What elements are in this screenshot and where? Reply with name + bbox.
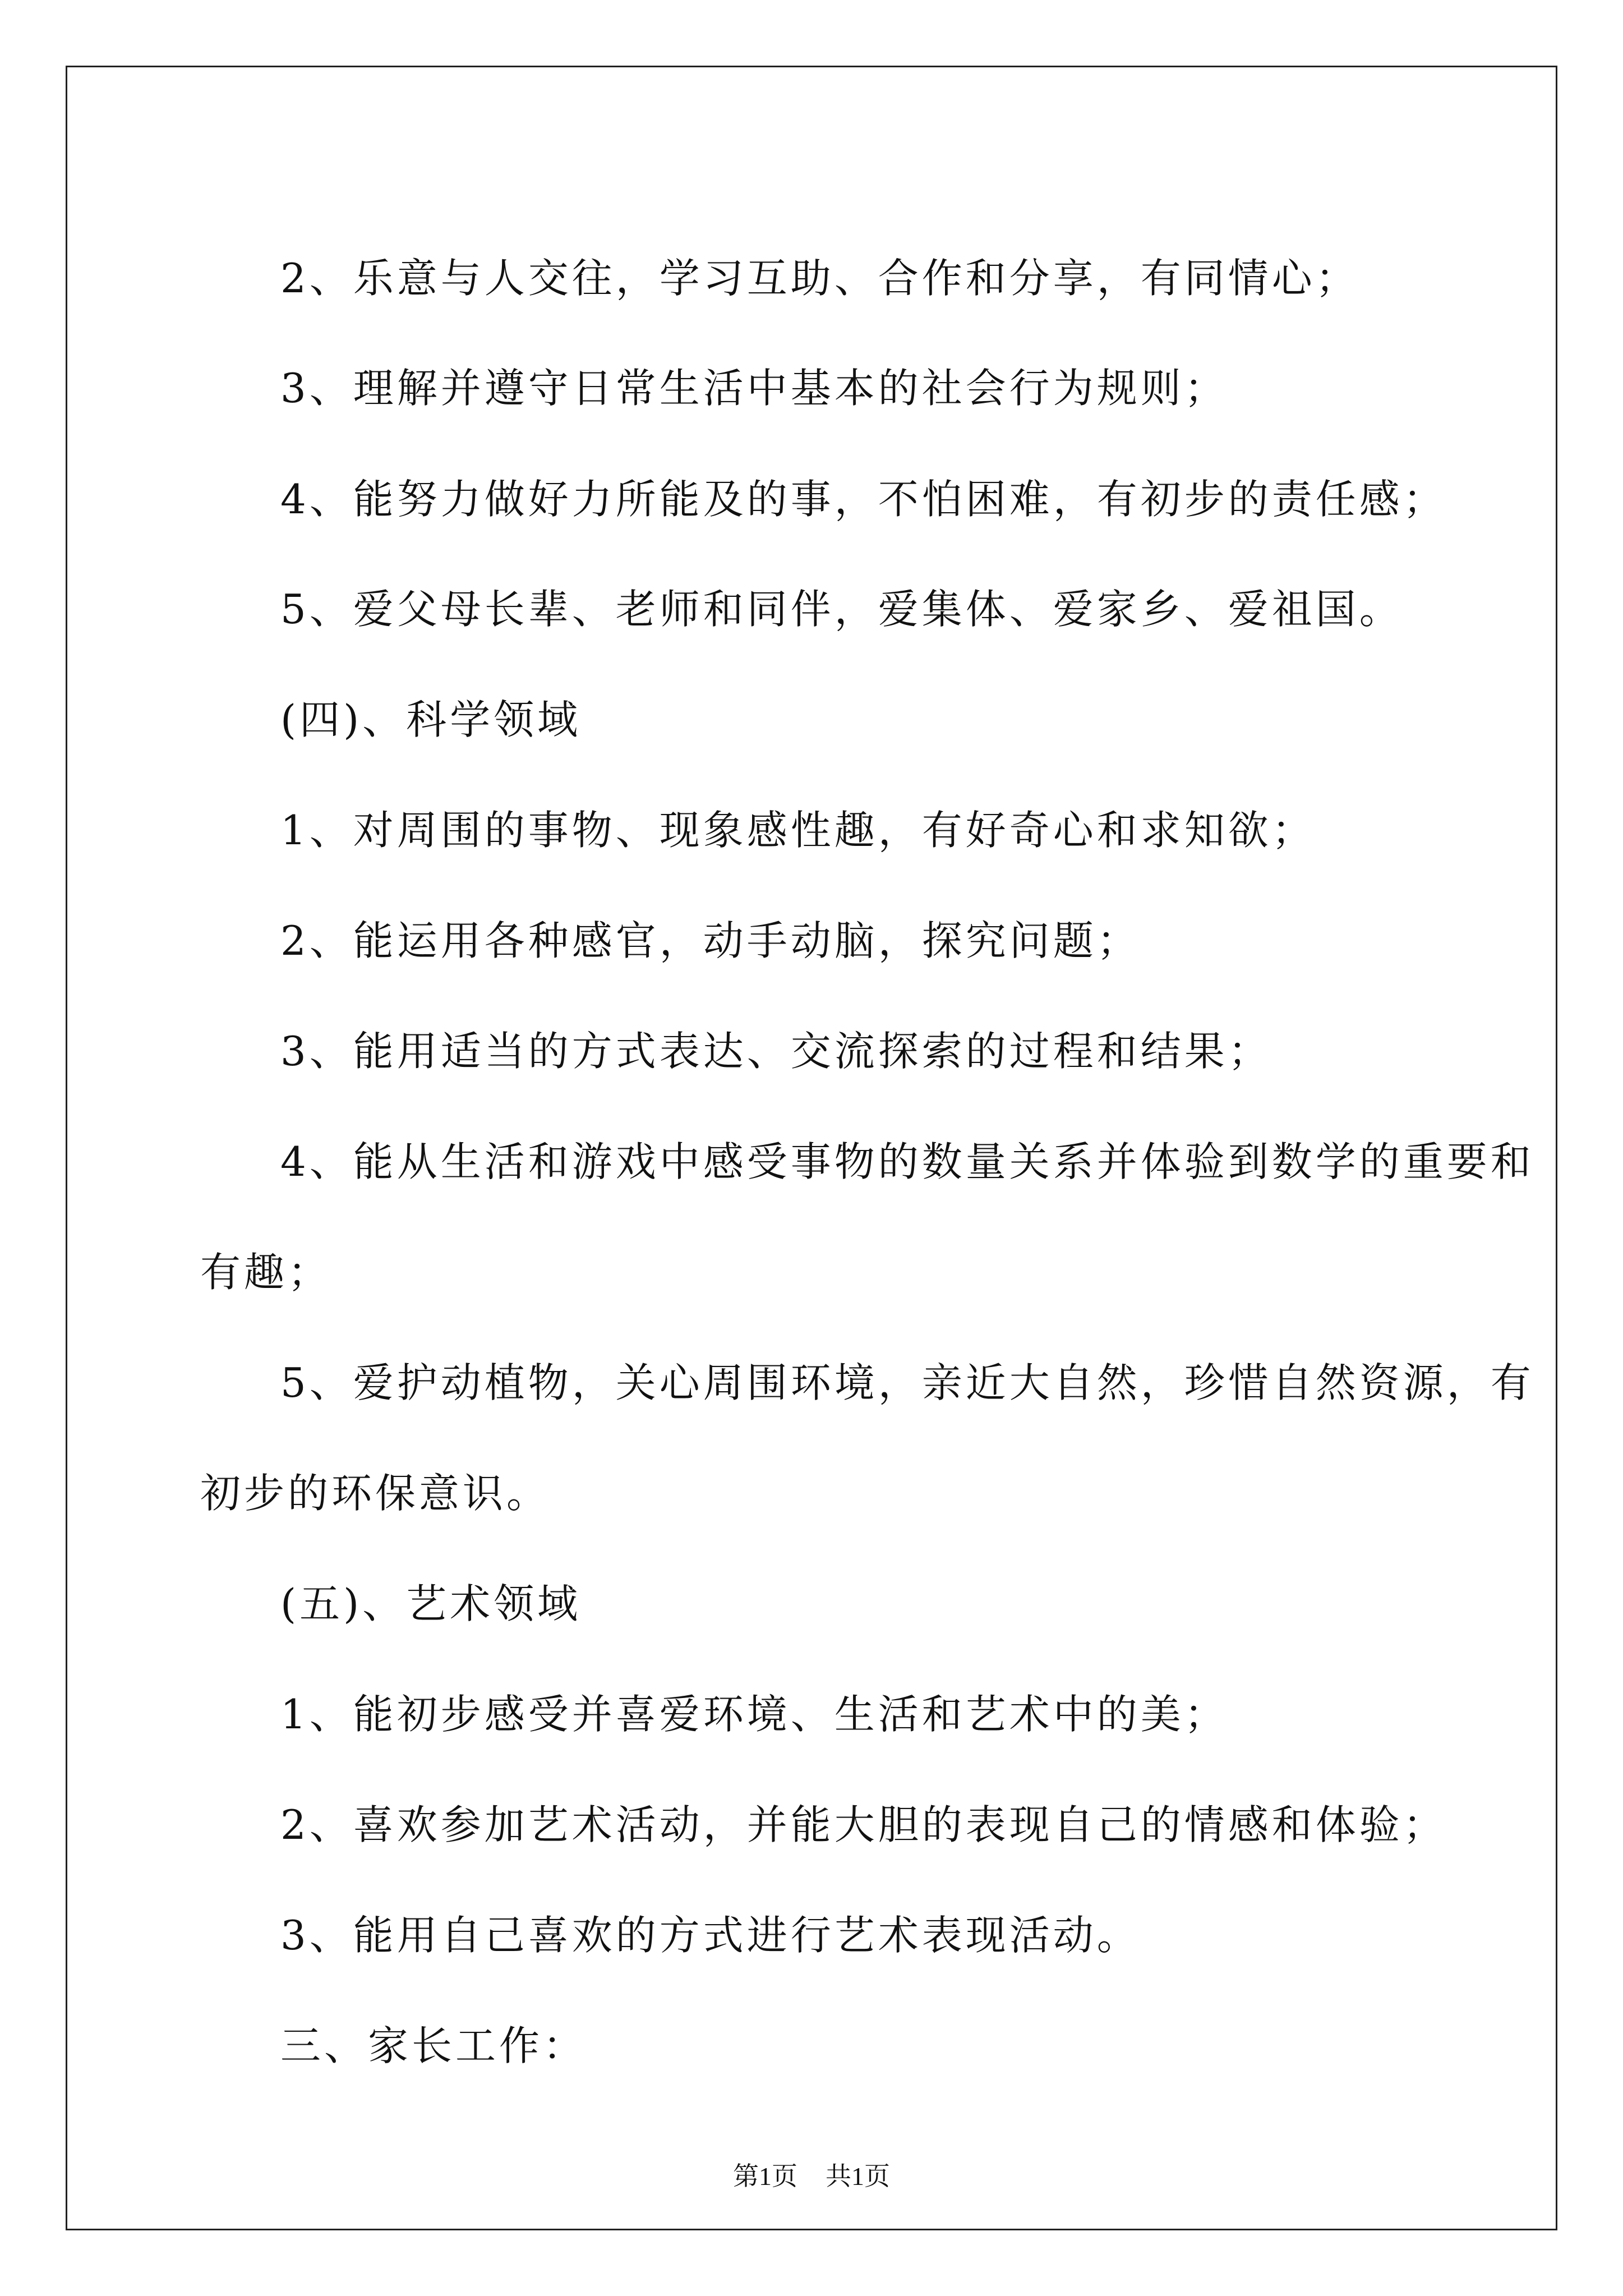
page-total: 共1页 bbox=[826, 2162, 890, 2191]
paragraph-continuation: 初步的环保意识。 bbox=[200, 1470, 551, 1517]
paragraph: 3、能用自己喜欢的方式进行艺术表现活动。 bbox=[280, 1912, 1141, 1959]
page-number: 第1页 bbox=[733, 2162, 797, 2191]
section-heading: (四)、科学领域 bbox=[280, 696, 582, 743]
paragraph: 2、能运用各种感官，动手动脑，探究问题； bbox=[280, 917, 1141, 964]
paragraph: 4、能努力做好力所能及的事，不怕困难，有初步的责任感； bbox=[280, 476, 1447, 523]
paragraph: 5、爱父母长辈、老师和同伴，爱集体、爱家乡、爱祖国。 bbox=[280, 586, 1403, 633]
paragraph-continuation: 有趣； bbox=[200, 1249, 332, 1296]
paragraph: 3、理解并遵守日常生活中基本的社会行为规则； bbox=[280, 365, 1228, 412]
paragraph: 4、能从生活和游戏中感受事物的数量关系并体验到数学的重要和 bbox=[280, 1138, 1534, 1185]
paragraph: 2、喜欢参加艺术活动，并能大胆的表现自己的情感和体验； bbox=[280, 1801, 1447, 1848]
paragraph: 5、爱护动植物，关心周围环境，亲近大自然，珍惜自然资源，有 bbox=[280, 1359, 1534, 1406]
paragraph: 1、对周围的事物、现象感性趣，有好奇心和求知欲； bbox=[280, 807, 1316, 854]
section-heading: 三、家长工作： bbox=[280, 2022, 587, 2069]
paragraph: 3、能用适当的方式表达、交流探索的过程和结果； bbox=[280, 1028, 1272, 1075]
section-heading: (五)、艺术领域 bbox=[280, 1580, 582, 1627]
paragraph: 1、能初步感受并喜爱环境、生活和艺术中的美； bbox=[280, 1691, 1228, 1738]
paragraph: 2、乐意与人交往，学习互助、合作和分享，有同情心； bbox=[280, 255, 1359, 302]
page-footer bbox=[67, 2160, 1556, 2193]
page-frame bbox=[66, 66, 1557, 2230]
